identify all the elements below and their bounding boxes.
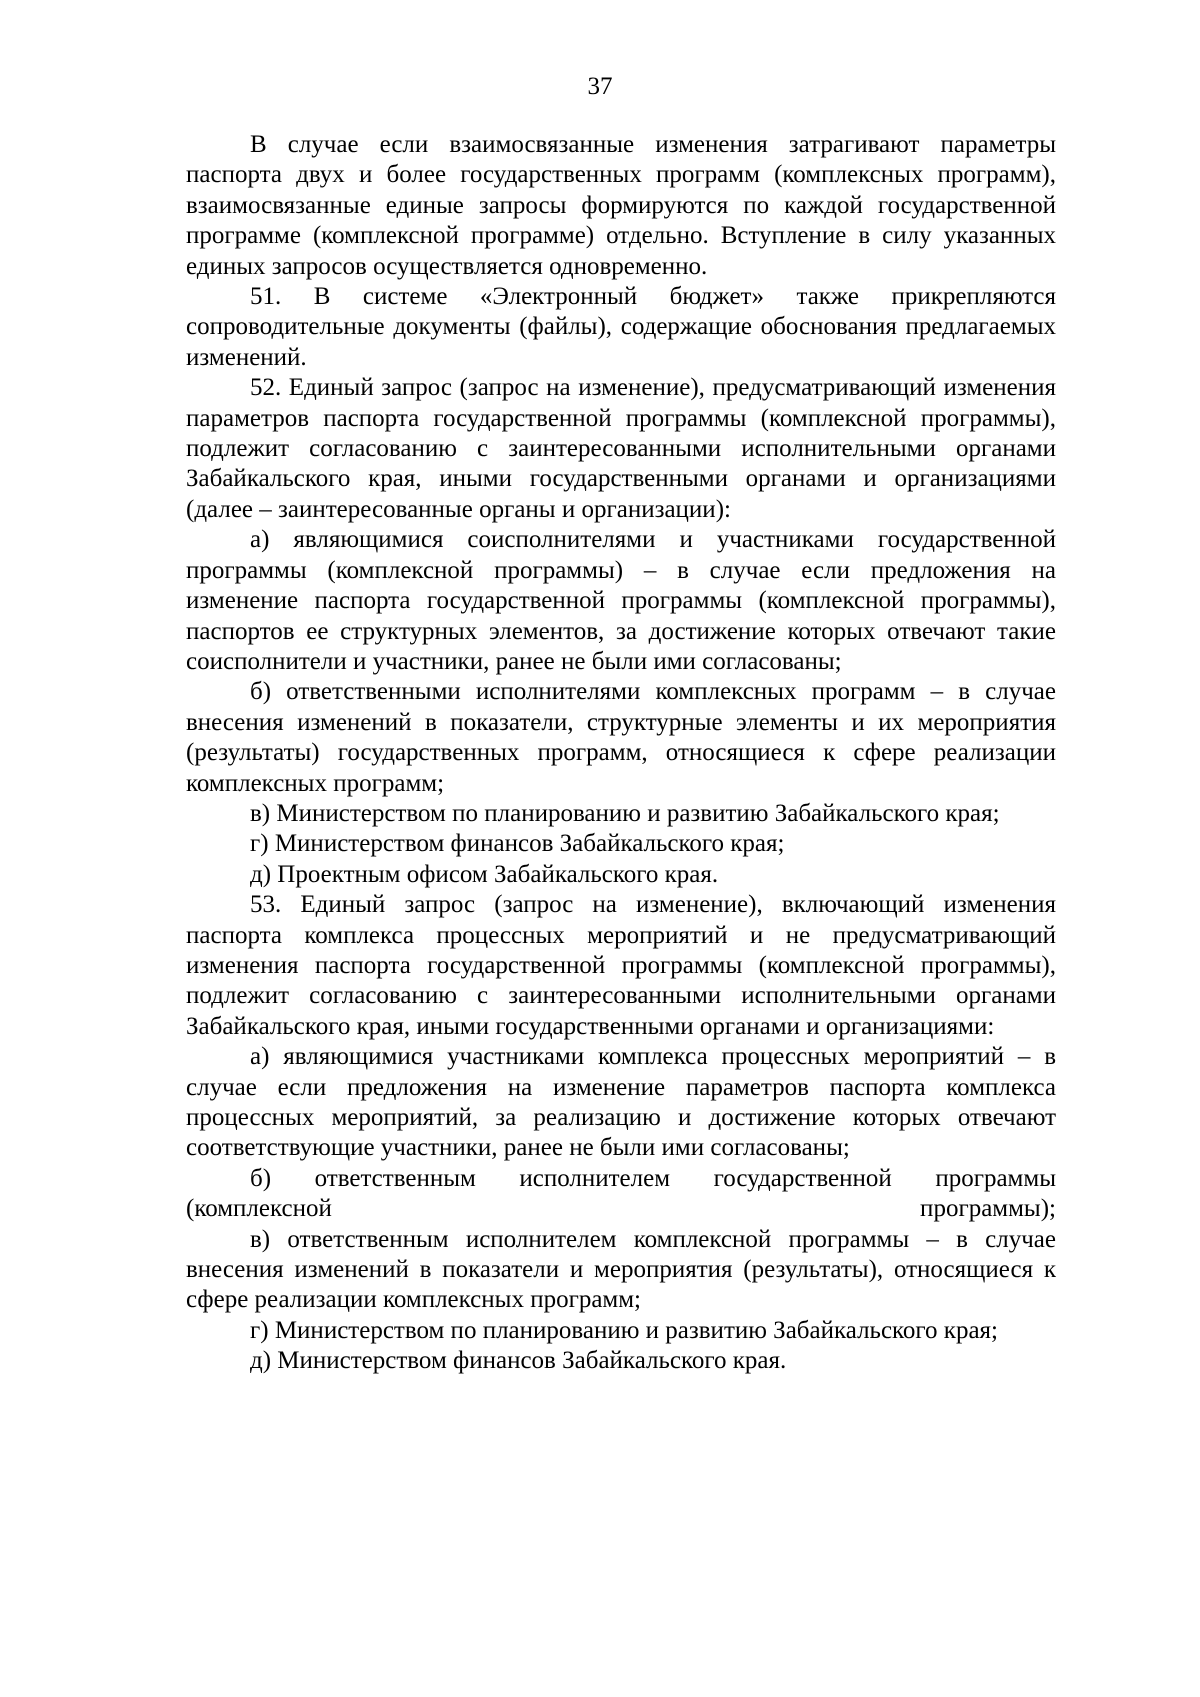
page-number: 37 (587, 73, 613, 100)
paragraph-52-item-g: г) Министерством финансов Забайкальского края; (250, 830, 785, 858)
paragraph-52-item-a: а) являющимися соисполнителями и участниками государственной программы (комплексной программы) – в случае если предложения на изменение паспорта государственной программы (комплексной программы), паспортов ее структурных элементов, за достижение которых отвечают такие соисполнители и участники, ранее не были ими согласованы; (186, 526, 1056, 675)
paragraph-53-item-a: а) являющимися участниками комплекса процессных мероприятий – в случае если предложения на изменение параметров паспорта комплекса процессных мероприятий, за реализацию и достижение которых отвечают соответствующие участники, ранее не были ими согласованы; (186, 1043, 1056, 1162)
paragraph-53-item-v: в) ответственным исполнителем комплексной программы – в случае внесения изменений в показатели и мероприятия (результаты), относящиеся к сфере реализации комплексных программ; (186, 1225, 1056, 1314)
paragraph-52: 52. Единый запрос (запрос на изменение), предусматривающий изменения параметров паспорта государственной программы (комплексной программы), подлежит согласованию с заинтересованными исполнительными органами Забайкальского края, иными государственными органами и организациями (далее – заинтересованные органы и организации): (186, 374, 1056, 523)
paragraph-53-item-d: д) Министерством финансов Забайкальского края. (250, 1347, 787, 1375)
paragraph-52-item-b: б) ответственными исполнителями комплексных программ – в случае внесения изменений в показатели, структурные элементы и их мероприятия (результаты) государственных программ, относящиеся к сфере реализации комплексных программ; (186, 678, 1056, 797)
document-body (186, 130, 1056, 1377)
paragraph-52-item-v: в) Министерством по планированию и развитию Забайкальского края; (250, 799, 1000, 827)
paragraph-51: 51. В системе «Электронный бюджет» также прикрепляются сопроводительные документы (файлы), содержащие обоснования предлагаемых изменений. (186, 283, 1056, 371)
paragraph-interlinked-changes: В случае если взаимосвязанные изменения затрагивают параметры паспорта двух и более государственных программ (комплексных программ), взаимосвязанные единые запросы формируются по каждой государственной программе (комплексной программе) отдельно. Вступление в силу указанных единых запросов осуществляется одновременно. (186, 131, 1056, 280)
paragraph-53: 53. Единый запрос (запрос на изменение), включающий изменения паспорта комплекса процессных мероприятий и не предусматривающий изменения паспорта государственной программы (комплексной программы), подлежит согласованию с заинтересованными исполнительными органами Забайкальского края, иными государственными органами и организациями: (186, 891, 1056, 1040)
paragraph-53-item-g: г) Министерством по планированию и развитию Забайкальского края; (250, 1316, 998, 1344)
paragraph-52-item-d: д) Проектным офисом Забайкальского края. (250, 860, 719, 888)
paragraph-53-item-b: б) ответственным исполнителем государственной программы (комплексной программы); (186, 1164, 1056, 1223)
